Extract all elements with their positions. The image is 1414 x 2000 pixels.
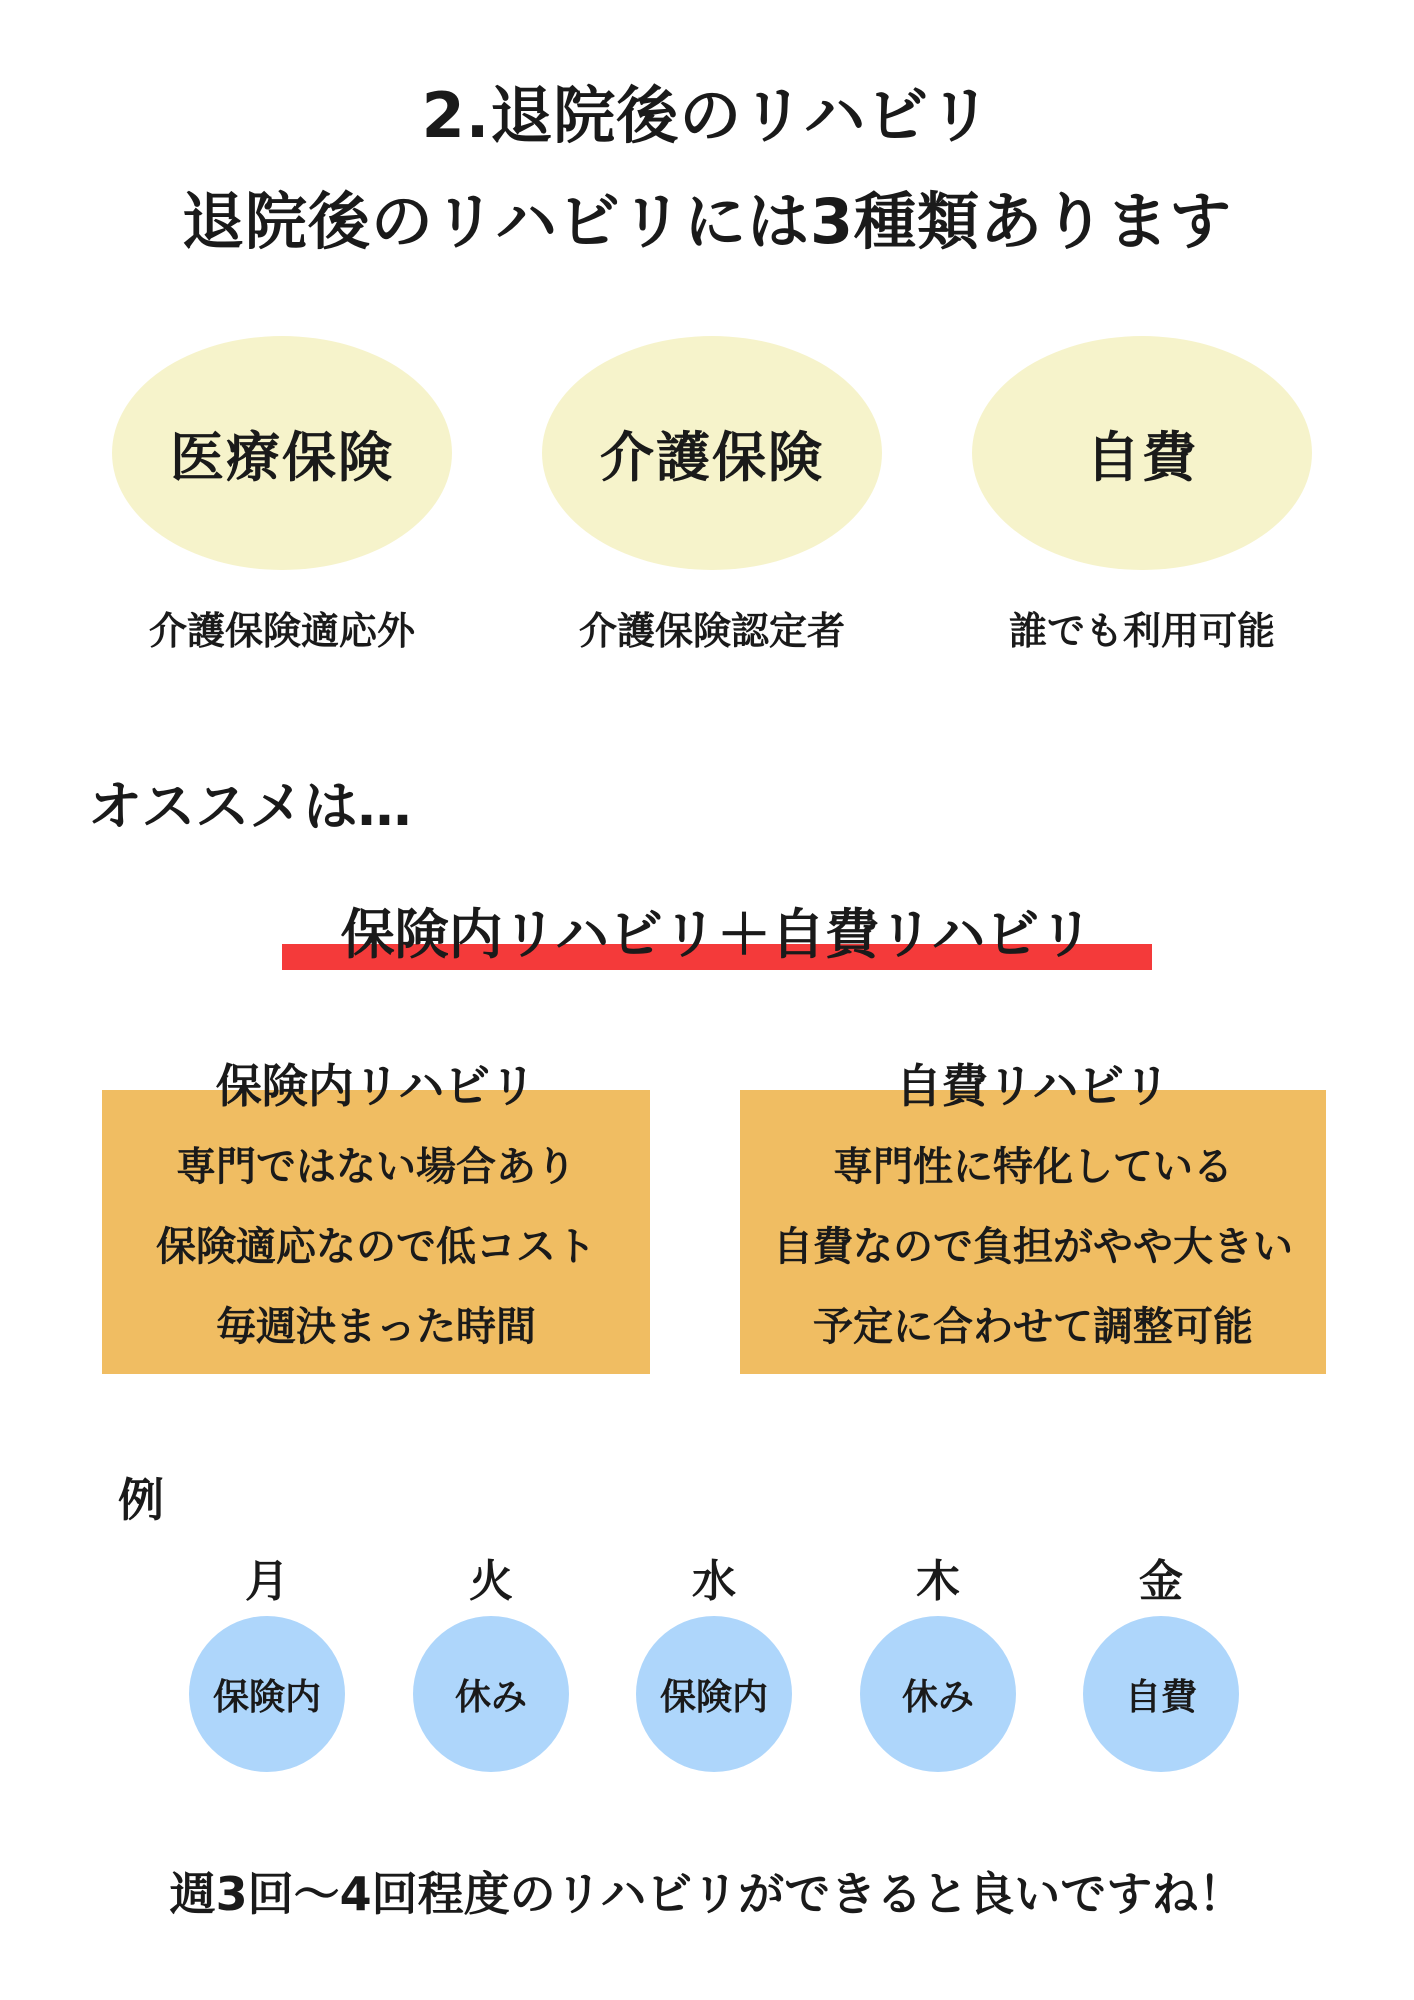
self-pay-rehab-point-2: 自費なので負担がやや大きい bbox=[773, 1224, 1293, 1270]
page-subtitle: 退院後のリハビリには3種類あります bbox=[181, 185, 1233, 258]
recommended-combo: 保険内リハビリ＋自費リハビリ bbox=[340, 903, 1094, 966]
day-plan-mon-label: 保険内 bbox=[212, 1676, 321, 1718]
day-label-thu: 木 bbox=[916, 1556, 960, 1607]
day-plan-mon bbox=[189, 1616, 345, 1772]
example-label: 例 bbox=[118, 1473, 164, 1527]
day-label-tue: 火 bbox=[469, 1556, 513, 1607]
day-plan-wed-label: 保険内 bbox=[659, 1676, 768, 1718]
type-name-medical: 医療保険 bbox=[170, 425, 394, 489]
type-name-self-pay: 自費 bbox=[1086, 425, 1198, 489]
day-label-wed: 水 bbox=[692, 1556, 736, 1607]
type-ellipse-care bbox=[542, 336, 882, 570]
type-condition-care: 介護保険認定者 bbox=[578, 609, 845, 653]
insurance-rehab-point-2: 保険適応なので低コスト bbox=[156, 1224, 596, 1270]
day-plan-tue bbox=[413, 1616, 569, 1772]
self-pay-rehab-title: 自費リハビリ bbox=[895, 1059, 1171, 1113]
type-condition-medical: 介護保険適応外 bbox=[148, 609, 415, 653]
day-plan-thu bbox=[860, 1616, 1016, 1772]
insurance-rehab-title: 保険内リハビリ bbox=[215, 1059, 537, 1113]
day-plan-thu-label: 休み bbox=[901, 1676, 974, 1718]
day-plan-fri bbox=[1083, 1616, 1239, 1772]
type-condition-self-pay: 誰でも利用可能 bbox=[1008, 609, 1275, 653]
day-label-fri: 金 bbox=[1139, 1556, 1183, 1607]
day-label-mon: 月 bbox=[245, 1556, 289, 1607]
day-plan-wed bbox=[636, 1616, 792, 1772]
footer-message: 週3回〜4回程度のリハビリができると良いですね！ bbox=[169, 1867, 1245, 1921]
insurance-rehab-point-1: 専門ではない場合あり bbox=[176, 1144, 576, 1190]
day-plan-tue-label: 休み bbox=[454, 1676, 527, 1718]
recommend-heading: オススメは… bbox=[88, 775, 412, 838]
day-plan-fri-label: 自費 bbox=[1124, 1676, 1197, 1718]
type-name-care: 介護保険 bbox=[600, 425, 824, 489]
type-ellipse-self-pay bbox=[972, 336, 1312, 570]
insurance-rehab-point-3: 毎週決まった時間 bbox=[216, 1304, 536, 1350]
self-pay-rehab-point-1: 専門性に特化している bbox=[833, 1144, 1233, 1190]
type-ellipse-medical bbox=[112, 336, 452, 570]
page-title: 2.退院後のリハビリ bbox=[421, 79, 993, 152]
self-pay-rehab-point-3: 予定に合わせて調整可能 bbox=[813, 1304, 1253, 1350]
